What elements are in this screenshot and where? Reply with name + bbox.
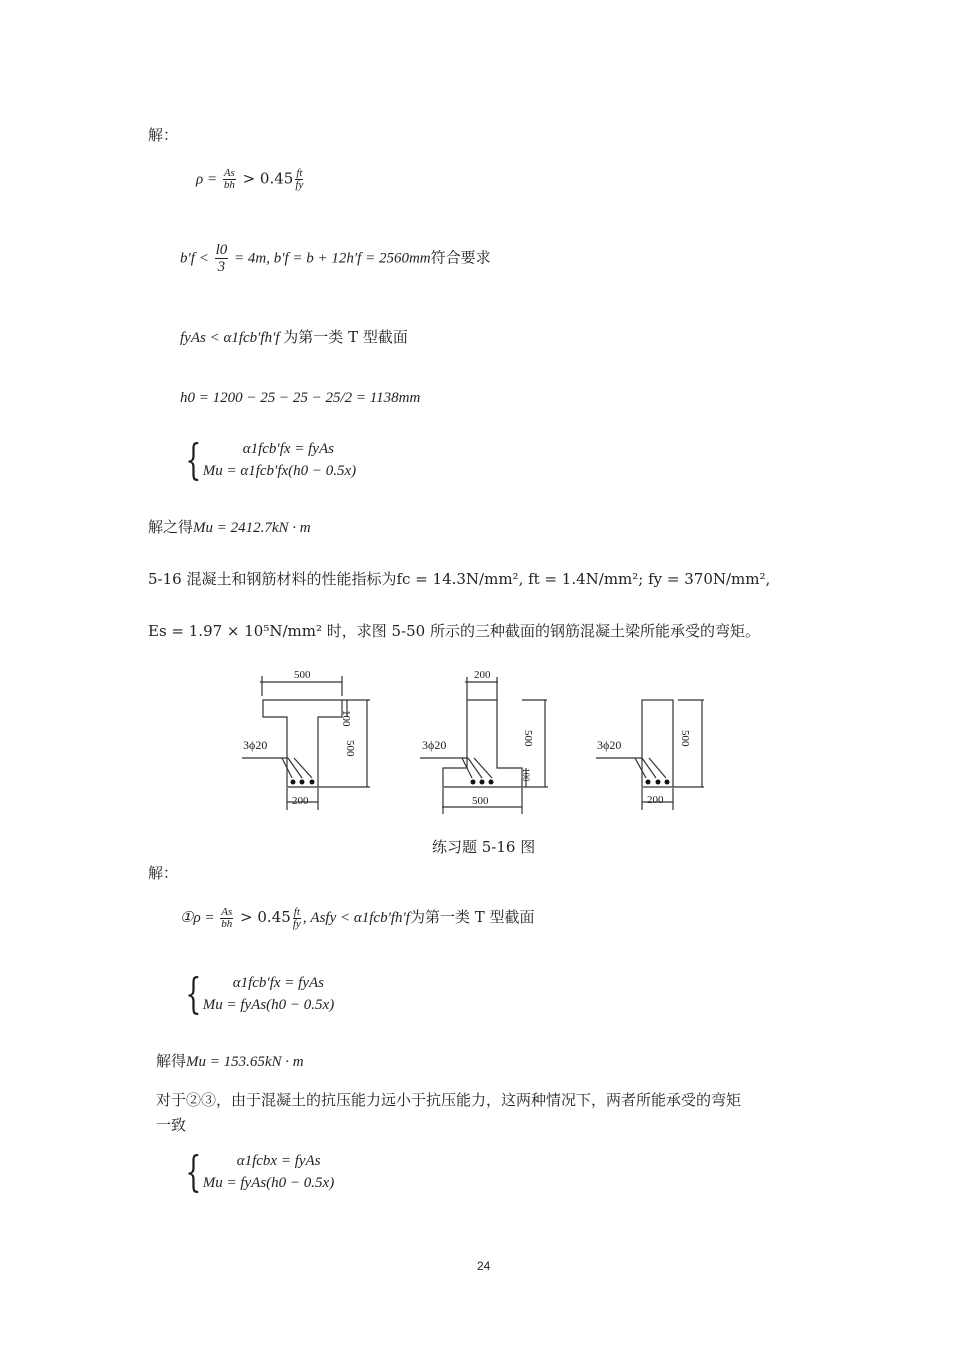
- dim-label: 200: [474, 669, 491, 681]
- t-section-shape: [263, 700, 342, 787]
- paragraph-line-2: 一致: [156, 1116, 187, 1134]
- rebar-label: 3ϕ20: [597, 738, 622, 752]
- formula-type-check: fyAs < α1fcb′fh′f 为第一类 T 型截面: [180, 328, 408, 346]
- brace-icon: {: [185, 1147, 202, 1196]
- page-number: 24: [477, 1259, 491, 1273]
- solution-heading: 解：: [148, 126, 179, 144]
- rectangular-section-shape: [642, 700, 673, 787]
- dim-label: 100: [340, 710, 352, 727]
- inverted-t-section-shape: [443, 700, 522, 787]
- dim-label: 200: [292, 795, 309, 807]
- formula-rho: ρ = $\frac{As}{bh}$ > 0.45 $\frac{ft}{fy}$: [196, 167, 304, 191]
- result-mu-2: 解得Mu = 153.65kN · m: [156, 1052, 304, 1070]
- rebar-dots: [291, 780, 315, 785]
- rebar-label: 3ϕ20: [422, 738, 447, 752]
- dim-label: 200: [647, 794, 664, 806]
- equation-system-2: { α1fcb′fx = fyAs Mu = fyAs(h0 − 0.5x): [185, 969, 335, 1018]
- problem-line-2: Es = 1.97 × 10⁵N/mm² 时，求图 5-50 所示的三种截面的钢筋混凝土梁所能承受的弯矩。: [148, 622, 760, 640]
- dim-label: 500: [294, 669, 311, 681]
- brace-icon: {: [185, 435, 202, 484]
- dim-label: 500: [522, 730, 534, 747]
- formula-line-1: ①ρ = $\frac{As}{bh}$ > 0.45 $\frac{ft}{fy}$ , Asfy < α1fcb′fh′f为第一类 T 型截面: [180, 905, 535, 930]
- section-figure: [230, 660, 720, 830]
- figure-caption: 练习题 5-16 图: [432, 838, 536, 856]
- problem-line-1: 5-16 混凝土和钢筋材料的性能指标为fc = 14.3N/mm², ft = 1.4N/mm²; fy = 370N/mm²,: [148, 570, 771, 588]
- formula-bf: b′f < $\frac{l0}{3}$ = 4m, b′f = b + 12h′f = 2560mm符合要求: [180, 242, 491, 275]
- equation-system-1: { α1fcb′fx = fyAs Mu = α1fcb′fx(h0 − 0.5x): [185, 435, 357, 484]
- dim-label: 500: [344, 740, 356, 757]
- formula-h0: h0 = 1200 − 25 − 25 − 25/2 = 1138mm: [180, 390, 421, 406]
- equation-system-3: { α1fcbx = fyAs Mu = fyAs(h0 − 0.5x): [185, 1147, 335, 1196]
- paragraph-line-1: 对于②③，由于混凝土的抗压能力远小于抗压能力，这两种情况下，两者所能承受的弯矩: [156, 1091, 742, 1109]
- dim-label: 500: [472, 795, 489, 807]
- dim-label: 500: [679, 730, 691, 747]
- brace-icon: {: [185, 969, 202, 1018]
- dim-label: 100: [521, 768, 531, 782]
- rebar-label: 3ϕ20: [243, 738, 268, 752]
- result-mu-1: 解之得Mu = 2412.7kN · m: [148, 518, 311, 536]
- solution-heading-2: 解：: [148, 864, 179, 882]
